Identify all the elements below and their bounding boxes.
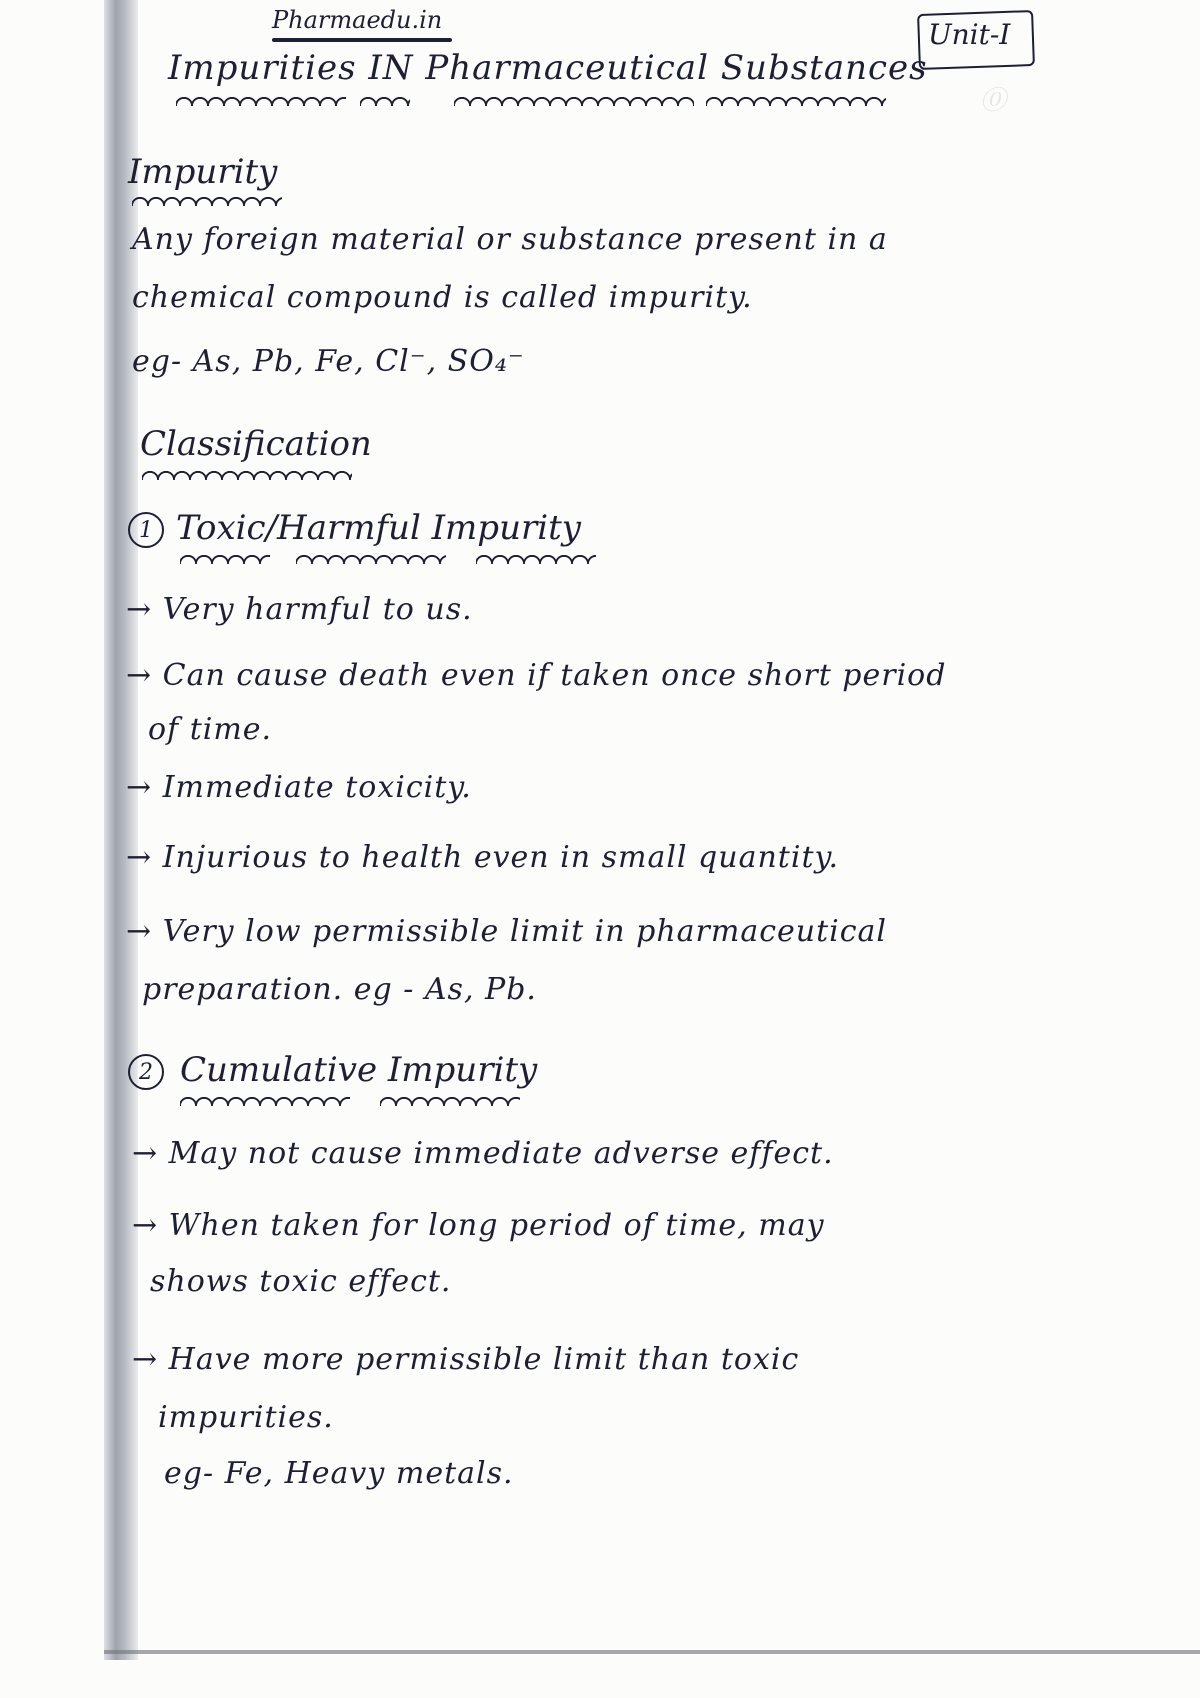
page-bottom-edge [104, 1650, 1200, 1654]
definition-line-2: chemical compound is called impurity. [132, 280, 753, 315]
cumulative-point-1: → May not cause immediate adverse effect. [132, 1136, 834, 1171]
unit-label: Unit-I [928, 18, 1011, 51]
bleed-through-shadow: ⓪ [980, 86, 1007, 116]
heading-toxic-impurity: Toxic/Harmful Impurity [176, 508, 581, 548]
cumulative-point-3-cont: impurities. [158, 1400, 334, 1435]
page-title: Impurities IN Pharmaceutical Substances [168, 48, 928, 88]
cumulative-underline-1 [180, 1096, 350, 1106]
cumulative-example: eg- Fe, Heavy metals. [164, 1456, 514, 1491]
toxic-underline-2 [296, 554, 446, 564]
toxic-point-5-cont: preparation. eg - As, Pb. [142, 972, 537, 1007]
item-number-1: 1 [128, 512, 164, 548]
title-underline-3 [454, 96, 694, 106]
cumulative-underline-2 [380, 1096, 520, 1106]
site-name: Pharmaedu.in [272, 6, 443, 34]
heading-classification-underline [142, 470, 352, 480]
site-underline [272, 38, 452, 42]
toxic-point-3: → Immediate toxicity. [126, 770, 472, 805]
heading-impurity: Impurity [128, 152, 278, 192]
title-underline-4 [706, 96, 886, 106]
toxic-point-2-cont: of time. [148, 712, 273, 747]
toxic-point-4: → Injurious to health even in small quantity. [126, 840, 839, 875]
toxic-underline-3 [476, 554, 596, 564]
heading-cumulative-impurity: Cumulative Impurity [180, 1050, 538, 1090]
cumulative-point-3: → Have more permissible limit than toxic [132, 1342, 800, 1377]
toxic-underline-1 [180, 554, 270, 564]
title-underline-2 [360, 96, 410, 106]
heading-classification: Classification [140, 424, 372, 464]
toxic-point-1: → Very harmful to us. [126, 592, 473, 627]
toxic-point-2: → Can cause death even if taken once short period [126, 658, 947, 693]
item-number-2: 2 [128, 1054, 164, 1090]
toxic-point-5: → Very low permissible limit in pharmaceutical [126, 914, 888, 949]
cumulative-point-2: → When taken for long period of time, may [132, 1208, 825, 1243]
title-underline-1 [176, 96, 346, 106]
heading-impurity-underline [132, 196, 282, 206]
definition-line-1: Any foreign material or substance present in a [132, 222, 888, 257]
definition-example: eg- As, Pb, Fe, Cl⁻, SO₄⁻ [132, 344, 525, 379]
cumulative-point-2-cont: shows toxic effect. [150, 1264, 452, 1299]
